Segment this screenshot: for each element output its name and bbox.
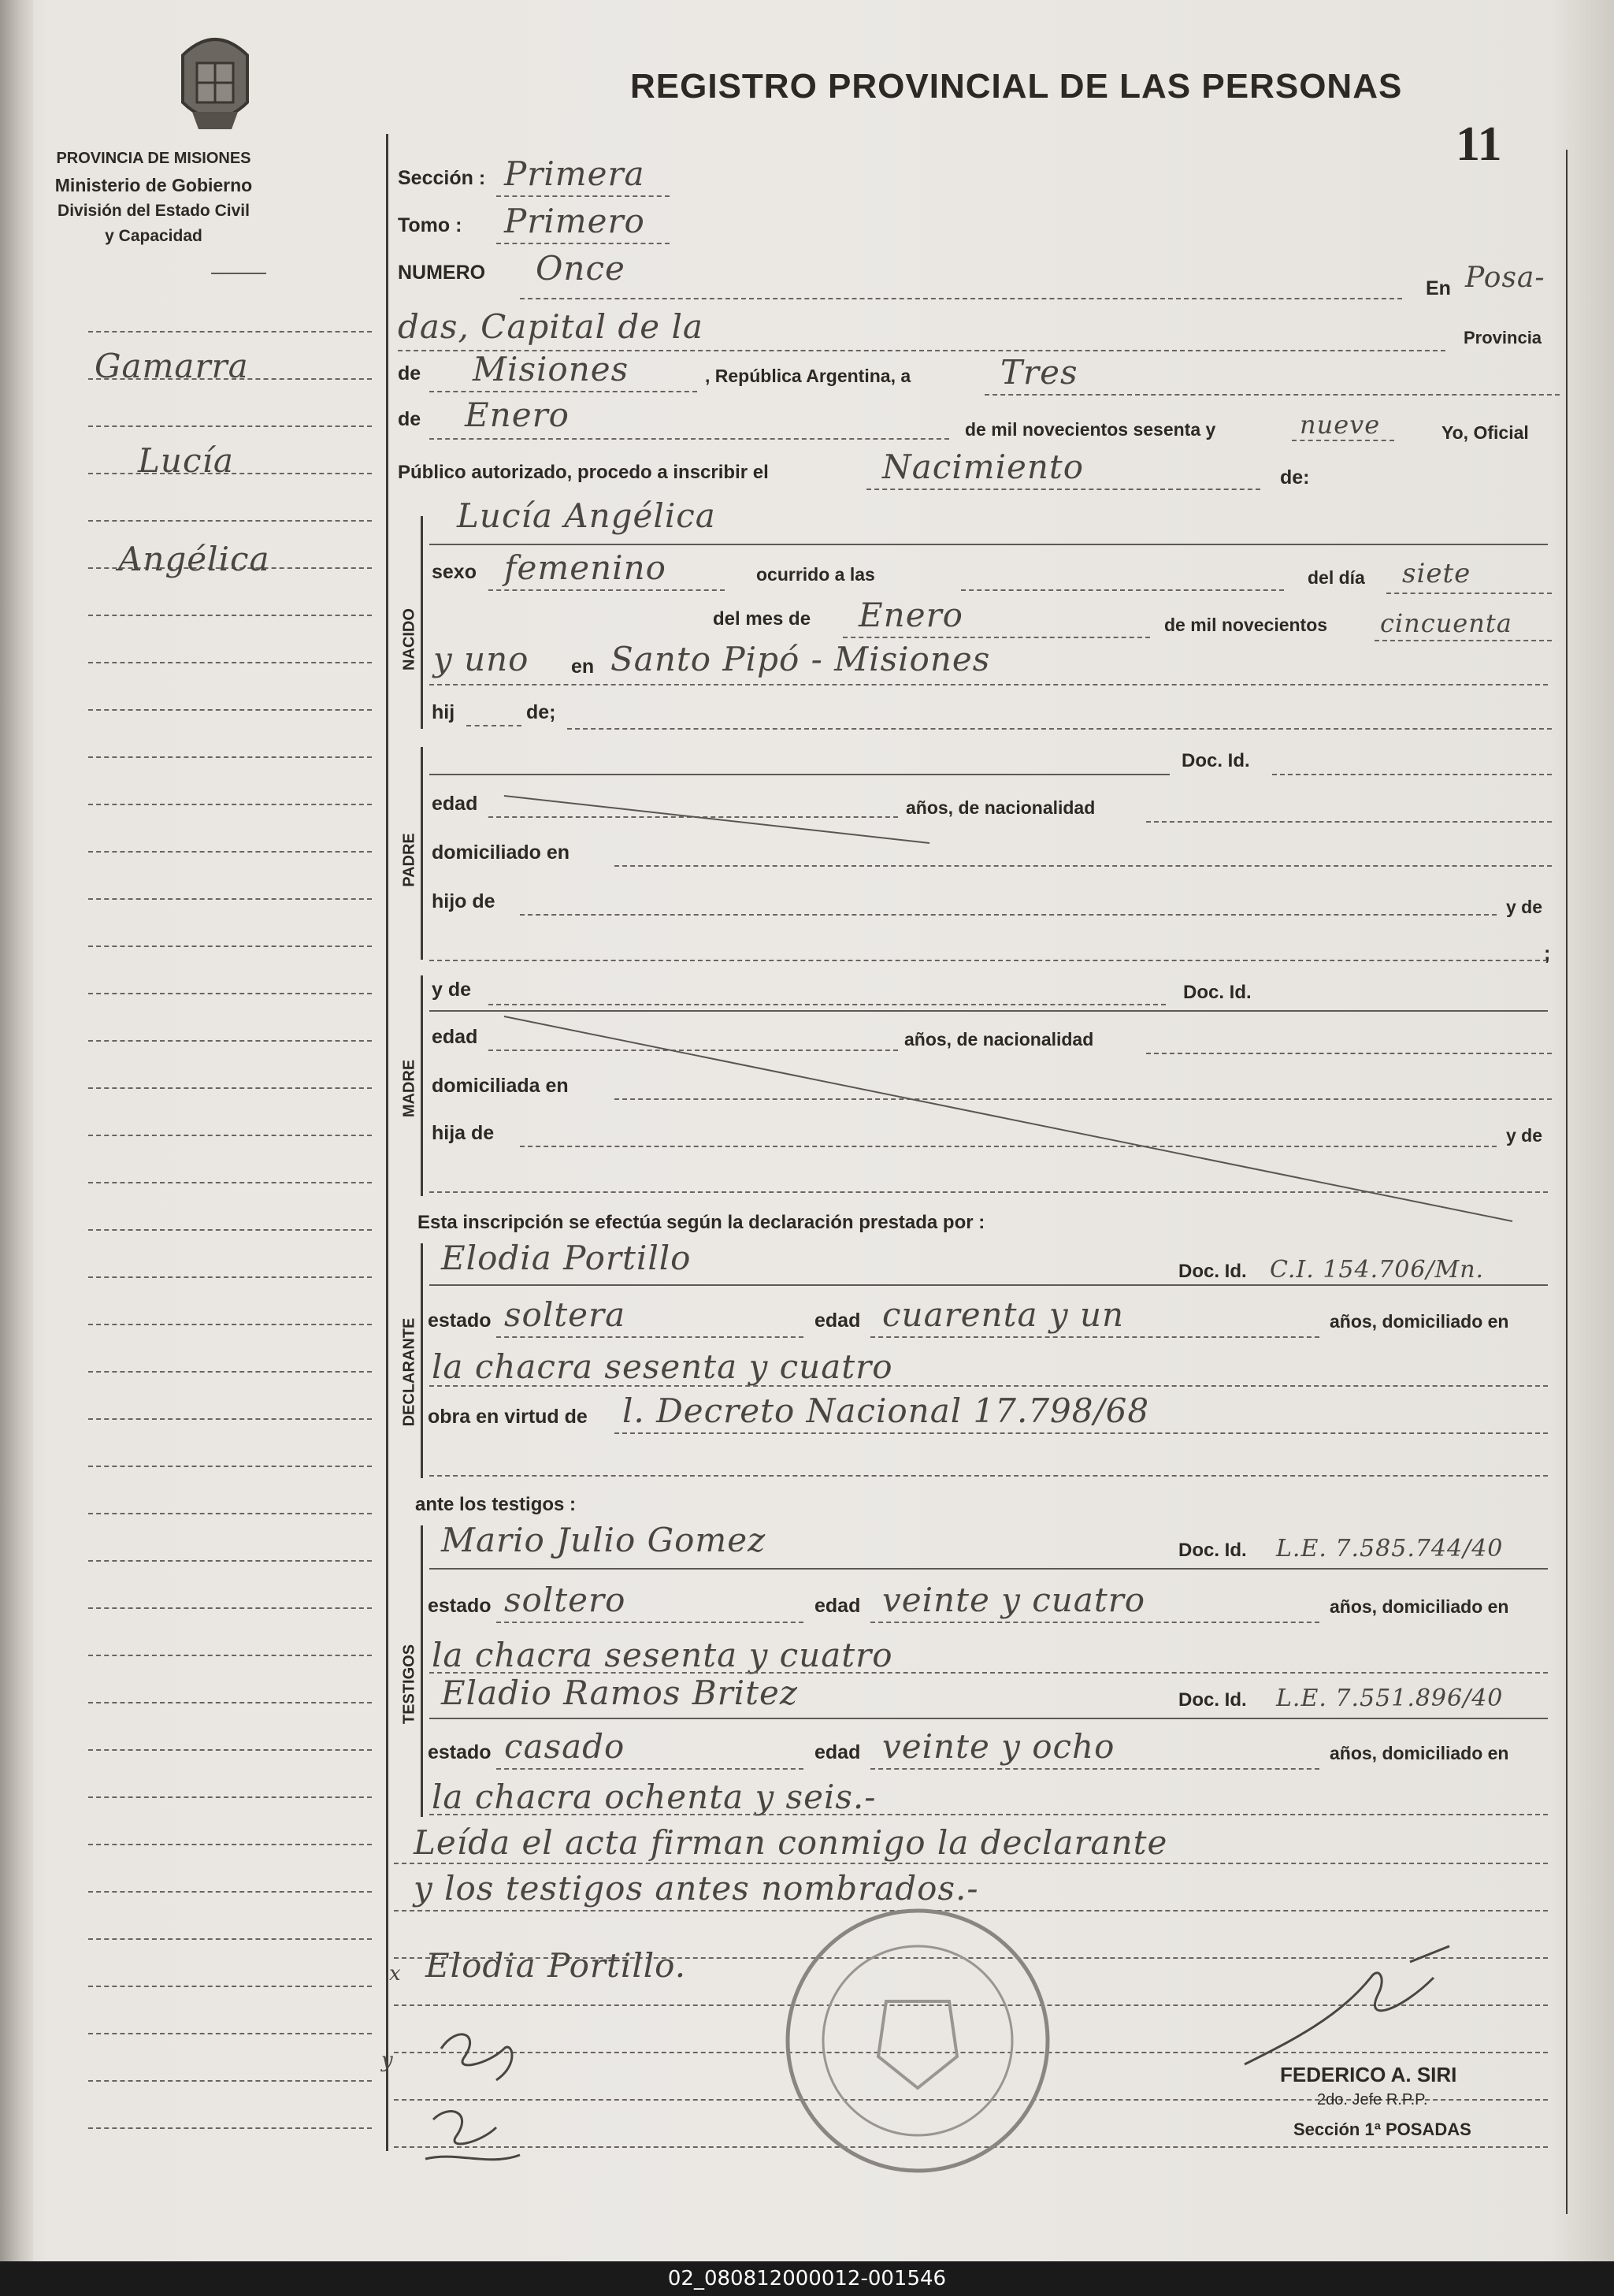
label-ante-testigos: ante los testigos : — [415, 1494, 577, 1515]
testigo-2-edad: veinte y ocho — [882, 1727, 1115, 1766]
margin-rule-line — [88, 1844, 372, 1845]
testigo-1-domicilio: la chacra sesenta y cuatro — [432, 1636, 893, 1674]
margin-rule-line — [88, 1938, 372, 1940]
side-label-nacido: NACIDO — [400, 608, 418, 671]
label-declarante-anos: años, domiciliado en — [1330, 1311, 1509, 1332]
nacido-lugar: Santo Pipó - Misiones — [610, 640, 991, 678]
label-ocurrido: ocurrido a las — [756, 564, 875, 585]
label-yo-oficial: Yo, Oficial — [1441, 422, 1529, 443]
label-provincia: Provincia — [1464, 328, 1542, 347]
line-nacido-nombre — [429, 544, 1548, 545]
label-madre-y-de: y de — [432, 979, 472, 1001]
nacido-sexo: femenino — [504, 548, 666, 587]
margin-rule-line — [88, 1418, 372, 1420]
line-padre-nombre — [429, 774, 1170, 775]
cancel-strike-lines — [488, 780, 1528, 1237]
official-seal-icon — [776, 1899, 1059, 2183]
nacido-year-a: cincuenta — [1380, 608, 1512, 638]
label-madre-edad: edad — [432, 1026, 478, 1048]
line-testigo-2-estado — [496, 1768, 803, 1770]
margin-name-2: Angélica — [118, 540, 270, 578]
side-label-declarante: DECLARANTE — [400, 1317, 418, 1427]
label-madre-anos: años, de nacionalidad — [904, 1029, 1094, 1050]
line-hora — [961, 589, 1284, 591]
label-de-1: de — [398, 362, 421, 385]
margin-rule-line — [88, 2033, 372, 2034]
closing-line-1: Leída el acta firman conmigo la declarante — [414, 1823, 1168, 1862]
margin-rule-line — [88, 1182, 372, 1183]
declarante-signature: Elodia Portillo. — [425, 1946, 687, 1985]
label-en-lugar: en — [571, 656, 595, 678]
line-numero — [520, 298, 1402, 299]
line-closing-1 — [394, 1863, 1548, 1864]
declarante-nombre: Elodia Portillo — [441, 1239, 692, 1277]
label-de-2: de — [398, 408, 421, 430]
line-testigo-1-estado — [496, 1622, 803, 1623]
margin-rule-line — [88, 946, 372, 947]
label-en: En — [1426, 277, 1451, 299]
sign-mark-x: x — [389, 1962, 402, 1986]
label-del-mes: del mes de — [713, 608, 811, 630]
label-hijo-de: hijo de — [432, 890, 495, 912]
line-virtud — [614, 1432, 1548, 1434]
label-declarante-edad: edad — [814, 1310, 861, 1332]
label-testigo-1-estado: estado — [428, 1595, 492, 1617]
label-seccion: Sección : — [398, 167, 486, 189]
nacido-dia: siete — [1402, 558, 1471, 589]
value-en-city: Posa- — [1465, 262, 1545, 294]
value-seccion: Primera — [504, 154, 645, 193]
line-provincia — [429, 391, 697, 392]
padre-rule — [421, 747, 423, 960]
margin-rule-line — [88, 1371, 372, 1373]
side-label-madre: MADRE — [400, 1059, 418, 1118]
label-republica: , República Argentina, a — [705, 366, 911, 386]
line-year-a — [1375, 640, 1552, 641]
label-obra: obra en virtud de — [428, 1406, 588, 1428]
margin-rule-line — [88, 2127, 372, 2129]
declarante-domicilio: la chacra sesenta y cuatro — [432, 1347, 893, 1386]
margin-rule-line — [88, 993, 372, 994]
testigo-1-doc: L.E. 7.585.744/40 — [1276, 1535, 1504, 1562]
margin-rule-line — [88, 709, 372, 711]
testigo-1-estado: soltero — [504, 1581, 626, 1619]
label-hija-de: hija de — [432, 1122, 495, 1144]
label-de-mil-sesenta: de mil novecientos sesenta y — [965, 419, 1216, 440]
testigo-2-doc: L.E. 7.551.896/40 — [1276, 1685, 1504, 1712]
line-declarante-extra — [429, 1475, 1548, 1477]
label-hij: hij — [432, 701, 455, 723]
value-mes: Enero — [465, 396, 570, 434]
label-de-colon: de: — [1280, 466, 1310, 489]
line-seccion — [496, 195, 670, 197]
label-numero: NUMERO — [398, 262, 486, 284]
label-inscripcion: Esta inscripción se efectúa según la declaración prestada por : — [417, 1212, 985, 1233]
nacido-rule — [421, 516, 423, 729]
label-testigo-1-doc: Doc. Id. — [1178, 1540, 1247, 1561]
form-border — [386, 134, 388, 2151]
agency-ministry: Ministerio de Gobierno — [54, 175, 253, 195]
coat-of-arms-icon — [175, 24, 255, 136]
sign-mark-y: y — [381, 2049, 394, 2072]
agency-division-2: y Capacidad — [105, 227, 202, 245]
label-de-semicolon: de; — [526, 701, 556, 723]
margin-rule-line — [88, 1796, 372, 1798]
margin-name-1: Lucía — [138, 441, 234, 480]
margin-rule-line — [88, 1040, 372, 1042]
margin-rule-line — [88, 1229, 372, 1231]
line-testigo-2-dom — [429, 1814, 1548, 1815]
official-title: 2do. Jefe R.P.P. — [1317, 2091, 1428, 2108]
margin-rule-line — [88, 756, 372, 758]
margin-rule-line — [88, 1466, 372, 1467]
testigo-1-edad: veinte y cuatro — [882, 1581, 1146, 1619]
label-testigo-1-edad: edad — [814, 1595, 861, 1617]
margin-rule-line — [88, 1087, 372, 1089]
nacido-year-b: y uno — [433, 640, 529, 678]
margin-rule-line — [88, 1891, 372, 1893]
value-tomo: Primero — [504, 202, 645, 240]
value-acto: Nacimiento — [882, 448, 1085, 486]
margin-rule-line — [88, 898, 372, 900]
label-padre-domicilio: domiciliado en — [432, 841, 570, 864]
nacido-mes: Enero — [859, 596, 963, 634]
declarante-edad: cuarenta y un — [882, 1295, 1125, 1334]
margin-rule-line — [88, 2080, 372, 2082]
label-padre-doc: Doc. Id. — [1182, 750, 1250, 771]
page-title: REGISTRO PROVINCIAL DE LAS PERSONAS — [630, 67, 1403, 106]
label-madre-doc: Doc. Id. — [1183, 982, 1252, 1003]
side-label-testigos: TESTIGOS — [400, 1644, 418, 1725]
closing-line-2: y los testigos antes nombrados.- — [414, 1869, 979, 1908]
nacido-nombre: Lucía Angélica — [457, 496, 716, 535]
margin-rule-line — [88, 1135, 372, 1136]
testigo-2-estado: casado — [504, 1727, 625, 1766]
line-testigo-2-edad — [870, 1768, 1319, 1770]
line-testigo-1-edad — [870, 1622, 1319, 1623]
right-border — [1566, 150, 1568, 2214]
label-testigo-1-anos: años, domiciliado en — [1330, 1596, 1509, 1617]
margin-rule-line — [88, 851, 372, 853]
value-provincia: Misiones — [473, 350, 629, 388]
binding-edge — [0, 0, 33, 2261]
label-testigo-2-doc: Doc. Id. — [1178, 1689, 1247, 1711]
line-declarante-nombre — [429, 1284, 1548, 1286]
margin-rule-line — [88, 1986, 372, 1987]
margin-rule-line — [88, 1607, 372, 1609]
agency-division: División del Estado Civil — [58, 202, 250, 220]
margin-rule-line — [88, 662, 372, 663]
margin-rule-line — [88, 1324, 372, 1325]
line-tomo — [496, 243, 670, 244]
label-madre-domicilio: domiciliada en — [432, 1075, 569, 1097]
label-publico: Público autorizado, procedo a inscribir el — [398, 462, 769, 483]
line-hij — [466, 725, 521, 726]
label-padre-edad: edad — [432, 793, 478, 815]
margin-rule-line — [88, 1513, 372, 1514]
testigo-2-nombre: Eladio Ramos Britez — [441, 1674, 798, 1712]
margin-rule-line — [88, 804, 372, 805]
side-label-padre: PADRE — [400, 833, 418, 887]
witness-signatures-icon — [410, 2017, 551, 2175]
image-id-footer: 02_080812000012-001546 — [0, 2261, 1614, 2296]
madre-rule — [421, 975, 423, 1196]
label-padre-anos: años, de nacionalidad — [906, 797, 1096, 818]
label-padre-semicolon: ; — [1544, 942, 1551, 964]
line-declarante-dom — [429, 1385, 1548, 1387]
margin-rule-line — [88, 615, 372, 616]
margin-rule-line — [88, 1560, 372, 1562]
line-lugar — [429, 684, 1548, 685]
label-testigo-2-anos: años, domiciliado en — [1330, 1743, 1509, 1763]
line-declarante-edad — [870, 1336, 1319, 1338]
margin-rule-line — [88, 331, 372, 333]
label-padre-y-de: y de — [1506, 897, 1543, 917]
official-name: FEDERICO A. SIRI — [1280, 2063, 1457, 2086]
declarante-doc: C.I. 154.706/Mn. — [1270, 1256, 1485, 1284]
label-sexo: sexo — [432, 561, 477, 583]
line-hij-de — [567, 728, 1552, 730]
label-del-dia: del día — [1308, 567, 1365, 588]
label-de-mil-nov: de mil novecientos — [1164, 615, 1328, 635]
declarante-virtud: l. Decreto Nacional 17.798/68 — [622, 1391, 1150, 1430]
margin-rule-line — [88, 520, 372, 522]
agency-province: PROVINCIA DE MISIONES — [56, 150, 251, 167]
label-declarante-doc: Doc. Id. — [1178, 1261, 1247, 1282]
declarante-estado: soltera — [504, 1295, 626, 1334]
agency-rule — [211, 273, 266, 274]
line-nacido-mes — [843, 637, 1150, 638]
margin-rule-line — [88, 1655, 372, 1656]
margin-surname: Gamarra — [95, 347, 249, 385]
margin-rule-line — [88, 1749, 372, 1751]
line-padre-doc — [1272, 774, 1552, 775]
line-declarante-estado — [496, 1336, 803, 1338]
testigo-1-nombre: Mario Julio Gomez — [441, 1521, 766, 1559]
label-tomo: Tomo : — [398, 214, 462, 236]
official-section: Sección 1ª POSADAS — [1293, 2120, 1471, 2139]
line-sexo — [488, 589, 725, 591]
line-testigo-1-nombre — [429, 1568, 1548, 1570]
label-testigo-2-edad: edad — [814, 1741, 861, 1763]
testigos-rule — [421, 1525, 423, 1817]
line-year — [1292, 440, 1394, 441]
margin-rule-line — [88, 425, 372, 427]
declarante-rule — [421, 1243, 423, 1478]
label-testigo-2-estado: estado — [428, 1741, 492, 1763]
value-numero: Once — [536, 249, 625, 288]
line-dia — [985, 394, 1560, 396]
value-year: nueve — [1300, 410, 1381, 440]
page-number: 11 — [1456, 117, 1502, 171]
line-mes — [429, 438, 949, 440]
value-city-cont: das, Capital de la — [398, 307, 703, 346]
margin-rule-line — [88, 1702, 372, 1703]
label-declarante-estado: estado — [428, 1310, 492, 1332]
line-testigo-2-nombre — [429, 1718, 1548, 1719]
testigo-2-domicilio: la chacra ochenta y seis.- — [432, 1778, 877, 1816]
label-madre-y-de-2: y de — [1506, 1125, 1543, 1146]
margin-rule-line — [88, 1276, 372, 1278]
line-acto — [866, 489, 1260, 490]
value-dia: Tres — [1000, 353, 1078, 392]
line-nacido-dia — [1386, 593, 1552, 594]
